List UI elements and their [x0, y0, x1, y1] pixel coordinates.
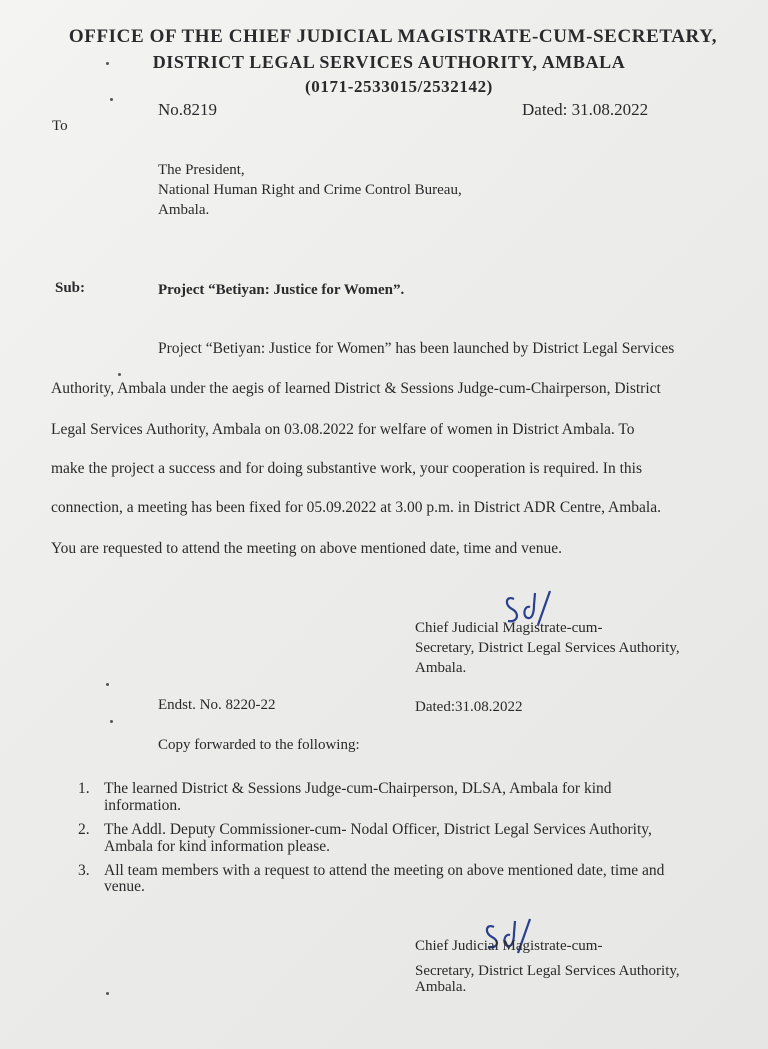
scan-speck [118, 373, 121, 376]
copy-forward-line: Copy forwarded to the following: [158, 737, 360, 753]
scan-speck [110, 720, 113, 723]
signatory-line: Chief Judicial Magistrate-cum- [415, 938, 603, 954]
body-line: Authority, Ambala under the aegis of learned District & Sessions Judge-cum-Chairperson, District [51, 380, 661, 397]
signatory-line: Chief Judicial Magistrate-cum- [415, 620, 603, 636]
signatory-line: Ambala. [415, 660, 467, 676]
subject-text: Project “Betiyan: Justice for Women”. [158, 282, 405, 298]
signatory-line: Secretary, District Legal Services Authority, [415, 640, 680, 656]
endorsement-date: Dated:31.08.2022 [415, 699, 523, 715]
scan-speck [110, 98, 113, 101]
office-phone: (0171-2533015/2532142) [305, 77, 493, 96]
addressee-line: Ambala. [158, 202, 210, 218]
signatory-line: Ambala. [415, 979, 467, 995]
to-label: To [52, 118, 68, 134]
scan-speck [106, 992, 109, 995]
addressee-line: The President, [158, 162, 245, 178]
letter-date: Dated: 31.08.2022 [522, 100, 649, 119]
body-line: make the project a success and for doing substantive work, your cooperation is required. In this [51, 460, 642, 477]
subject-label: Sub: [55, 280, 86, 296]
body-line: Project “Betiyan: Justice for Women” has been launched by District Legal Services [158, 340, 675, 357]
list-number: 1. [78, 780, 90, 797]
list-item: The learned District & Sessions Judge-cum-Chairperson, DLSA, Ambala for kind [104, 780, 612, 797]
scan-speck [106, 62, 109, 65]
list-item: venue. [104, 878, 145, 895]
body-line: You are requested to attend the meeting on above mentioned date, time and venue. [51, 540, 563, 557]
office-title: OFFICE OF THE CHIEF JUDICIAL MAGISTRATE-CUM-SECRETARY, [68, 26, 718, 47]
body-line: connection, a meeting has been fixed for 05.09.2022 at 3.00 p.m. in District ADR Centre, Ambala. [51, 499, 661, 516]
body-line: Legal Services Authority, Ambala on 03.08.2022 for welfare of women in District Ambala. To [51, 421, 635, 438]
list-number: 2. [78, 821, 90, 838]
endorsement-number: Endst. No. 8220-22 [158, 697, 276, 713]
list-item: information. [104, 797, 182, 814]
list-item: Ambala for kind information please. [104, 838, 330, 855]
office-subtitle: DISTRICT LEGAL SERVICES AUTHORITY, AMBALA [152, 52, 626, 72]
scan-speck [106, 683, 109, 686]
signatory-line: Secretary, District Legal Services Authority, [415, 963, 680, 979]
list-item: The Addl. Deputy Commissioner-cum- Nodal Officer, District Legal Services Authority, [104, 821, 652, 838]
list-number: 3. [78, 862, 90, 879]
list-item: All team members with a request to attend the meeting on above mentioned date, time and [104, 862, 665, 879]
letter-number: No.8219 [158, 100, 218, 119]
addressee-line: National Human Right and Crime Control Bureau, [158, 182, 462, 198]
